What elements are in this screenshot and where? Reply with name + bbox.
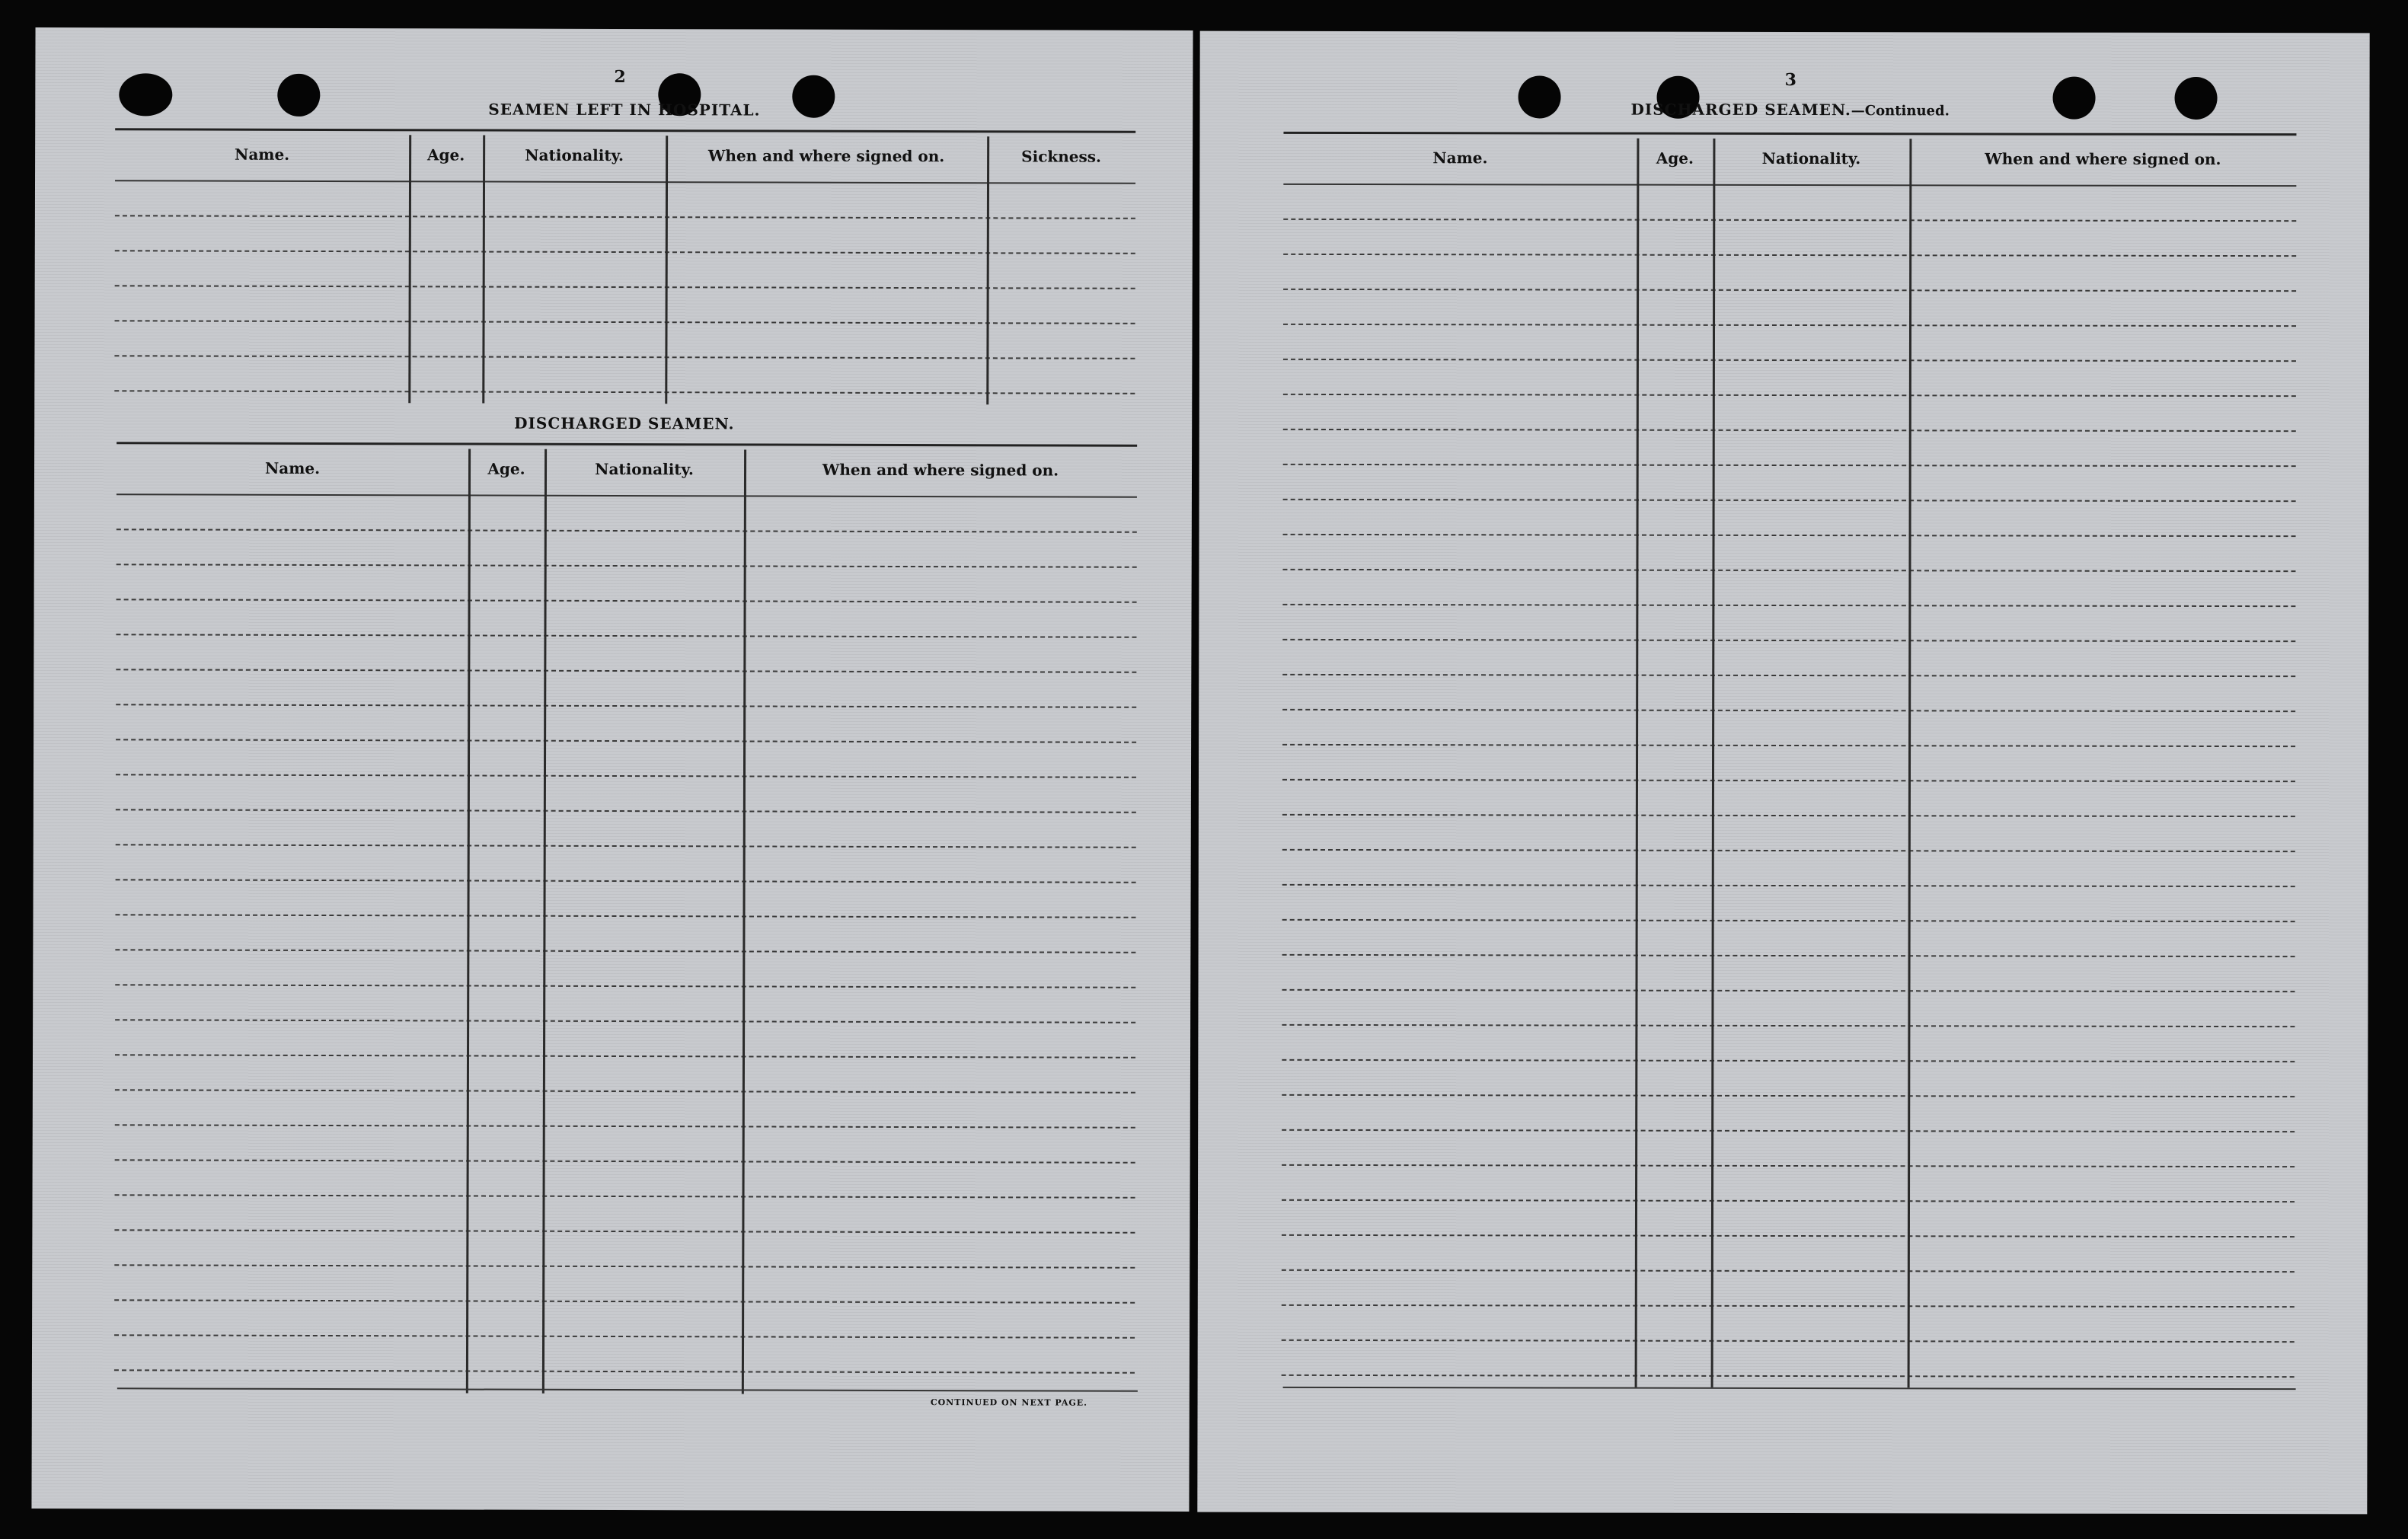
ruled-line — [1282, 1375, 2295, 1378]
page-number: 3 — [1784, 70, 1796, 91]
ruled-line — [1282, 1024, 2295, 1027]
right-page — [1197, 31, 2369, 1515]
ruled-line — [1283, 289, 2296, 292]
ruled-line — [1282, 604, 2295, 607]
ruled-line — [1283, 429, 2296, 432]
ruled-line — [1282, 744, 2295, 747]
ruled-line — [116, 669, 1136, 673]
ruled-line — [115, 949, 1135, 953]
section-title: DISCHARGED SEAMEN. — [1630, 100, 1851, 120]
column-header-nationality: Nationality. — [1761, 148, 1861, 168]
ruled-line — [1282, 1304, 2295, 1308]
page-number: 2 — [614, 67, 626, 88]
ruled-line — [115, 984, 1135, 988]
header-rule — [115, 128, 1135, 133]
ruled-line — [117, 599, 1137, 603]
ruled-line — [1282, 954, 2295, 957]
discharged-table-continued — [1282, 138, 2297, 1419]
punch-hole — [1518, 75, 1560, 118]
column-header-sickness: Sickness. — [1021, 147, 1102, 166]
table-header — [117, 448, 1137, 498]
column-header-name: Name. — [1432, 148, 1488, 168]
ruled-line — [1283, 499, 2296, 502]
ruled-line — [1282, 849, 2295, 852]
ruled-line — [1282, 814, 2295, 817]
ruled-line — [115, 1019, 1135, 1023]
ruled-line — [114, 1299, 1135, 1304]
ruled-line — [116, 809, 1136, 813]
discharged-table — [114, 448, 1137, 1419]
ruled-line — [115, 1194, 1135, 1199]
ruled-line — [115, 215, 1135, 219]
ruled-line — [1282, 569, 2295, 572]
punch-hole — [792, 75, 835, 118]
ruled-line — [114, 1264, 1135, 1269]
ruled-line — [115, 285, 1135, 289]
ruled-line — [114, 390, 1135, 394]
table-body — [1282, 184, 2297, 1419]
column-header-age: Age. — [426, 145, 465, 164]
column-header-name: Name. — [235, 145, 290, 164]
ruled-line — [116, 704, 1136, 708]
punch-hole — [277, 74, 320, 117]
section-title-discharged-continued — [1630, 101, 1949, 120]
ruled-line — [1282, 884, 2295, 887]
table-header — [115, 134, 1135, 184]
ruled-line — [115, 1054, 1135, 1058]
ruled-line — [1282, 1129, 2295, 1132]
column-header-signed-on: When and where signed on. — [1985, 149, 2221, 169]
ruled-line — [114, 1229, 1135, 1234]
hospital-table — [114, 134, 1135, 405]
ruled-line — [114, 1334, 1135, 1339]
ruled-line — [115, 914, 1135, 918]
ruled-line — [1282, 1269, 2295, 1272]
ruled-line — [1282, 779, 2295, 782]
ruled-line — [1282, 1199, 2295, 1202]
ruled-line — [1282, 919, 2295, 922]
ruled-line — [1282, 674, 2295, 677]
punch-hole — [2052, 77, 2095, 120]
continued-note: CONTINUED ON NEXT PAGE. — [930, 1397, 1088, 1408]
section-title-hospital: SEAMEN LEFT IN HOSPITAL. — [488, 100, 761, 120]
punch-hole — [2174, 77, 2217, 120]
ruled-line — [1283, 219, 2296, 222]
ruled-line — [116, 879, 1136, 883]
ruled-line — [1283, 464, 2296, 467]
section-title-discharged: DISCHARGED SEAMEN. — [514, 413, 735, 433]
ruled-line — [1283, 254, 2296, 257]
ruled-line — [1283, 359, 2296, 362]
column-header-age: Age. — [1656, 148, 1694, 168]
table-body — [114, 493, 1137, 1419]
table-body — [114, 180, 1135, 405]
ruled-line — [116, 774, 1136, 778]
left-page — [31, 27, 1193, 1512]
section-title-suffix: —Continued. — [1851, 103, 1950, 120]
ruled-line — [115, 250, 1135, 254]
ruled-line — [117, 528, 1137, 533]
ruled-line — [1283, 324, 2296, 327]
column-header-nationality: Nationality. — [595, 459, 694, 479]
column-header-signed-on: When and where signed on. — [822, 460, 1059, 480]
ruled-line — [116, 844, 1136, 848]
ruled-line — [114, 1369, 1135, 1374]
ruled-line — [115, 1124, 1135, 1129]
ruled-line — [1282, 1164, 2295, 1167]
ruled-line — [1282, 709, 2295, 712]
column-header-signed-on: When and where signed on. — [707, 146, 945, 166]
ruled-line — [114, 355, 1135, 359]
ruled-line — [1282, 989, 2295, 992]
ruled-line — [1282, 1234, 2295, 1237]
column-header-name: Name. — [264, 458, 321, 477]
ruled-line — [115, 320, 1135, 324]
ruled-line — [1283, 394, 2296, 397]
header-rule — [1283, 132, 2296, 136]
table-header — [1283, 138, 2296, 187]
ruled-line — [115, 1159, 1135, 1164]
ruled-line — [116, 634, 1136, 638]
ruled-line — [1282, 1094, 2295, 1097]
punch-hole — [119, 73, 172, 116]
ruled-line — [1282, 1059, 2295, 1062]
ruled-line — [1282, 639, 2295, 642]
ruled-line — [117, 564, 1137, 568]
column-header-age: Age. — [487, 459, 525, 478]
ruled-line — [1282, 1339, 2295, 1343]
header-rule — [117, 442, 1137, 447]
column-header-nationality: Nationality. — [525, 145, 624, 165]
ruled-line — [1283, 534, 2296, 537]
ruled-line — [116, 739, 1136, 743]
ruled-line — [115, 1089, 1135, 1094]
